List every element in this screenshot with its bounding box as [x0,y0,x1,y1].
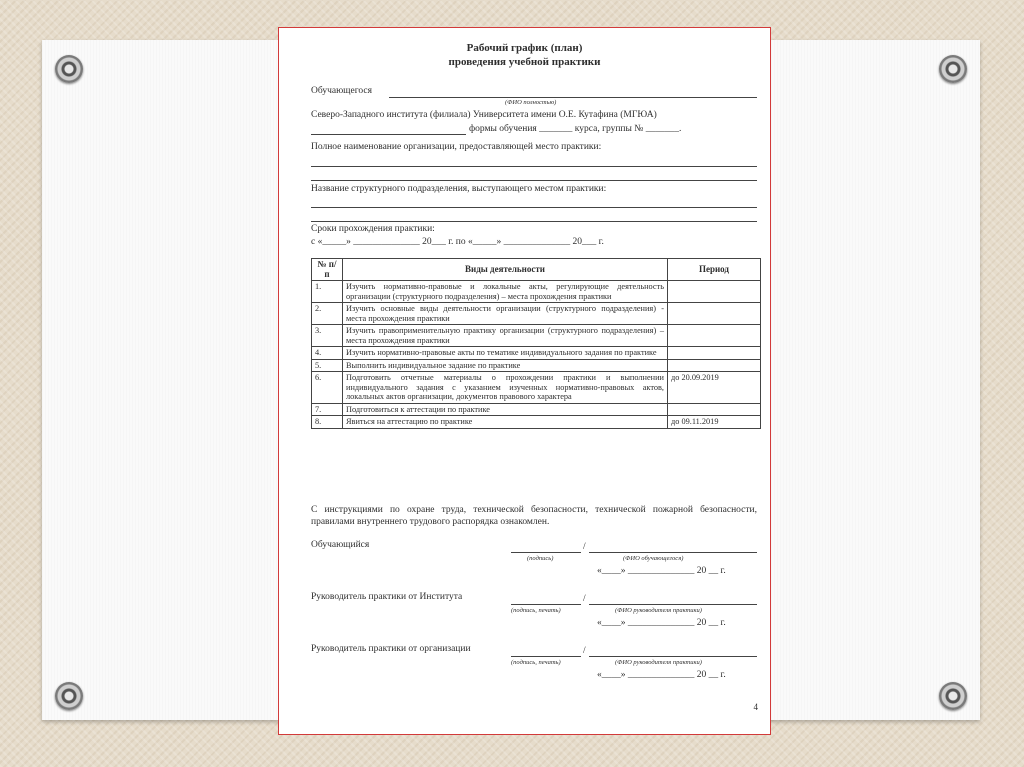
col-period-header: Период [668,259,761,281]
row-num: 5. [312,359,343,372]
fio-caption: (ФИО руководителя практики) [615,659,702,666]
date-line: «____» ______________ 20 __ г. [597,670,726,680]
unit-line-2 [311,221,757,222]
slash: / [583,594,586,604]
row-period [668,281,761,303]
form-line: формы обучения _______ курса, группы № _______. [469,124,682,134]
table-row [312,347,761,360]
fio-caption: (ФИО полностью) [505,99,557,106]
table-row [312,403,761,416]
rivet-icon [939,682,967,710]
sign-line [511,656,581,657]
row-num: 4. [312,347,343,360]
col-activity-header: Виды деятельности [343,259,668,281]
institute-line: Северо-Западного института (филиала) Университета имени О.Е. Кутафина (МГЮА) [311,110,657,120]
date-line: «____» ______________ 20 __ г. [597,566,726,576]
fio-sign-line [589,552,757,553]
dates-line: с «_____» ______________ 20___ г. по «_____» ______________ 20___ г. [311,237,604,247]
fio-caption: (ФИО руководителя практики) [615,607,702,614]
rivet-icon [939,55,967,83]
org-line-1 [311,166,757,167]
doc-subtitle: проведения учебной практики [448,56,601,68]
row-num: 7. [312,403,343,416]
form-blank [311,134,466,135]
table-row [312,359,761,372]
row-num: 8. [312,416,343,429]
fio-sign-line [589,656,757,657]
unit-line-1 [311,207,757,208]
activity-table [311,258,761,429]
row-period: до 20.09.2019 [668,372,761,404]
row-period [668,359,761,372]
row-period [668,403,761,416]
col-num-header: № п/п [312,259,343,281]
sign-caption: (подпись, печать) [511,607,561,614]
table-row [312,325,761,347]
row-activity: Изучить нормативно-правовые акты по тематике индивидуального задания по практике [343,347,668,360]
fio-caption: (ФИО обучающегося) [623,555,684,562]
row-activity: Изучить основные виды деятельности организации (структурного подразделения) - места прохождения практики [343,303,668,325]
slash: / [583,646,586,656]
row-period [668,303,761,325]
fio-line [389,97,757,98]
row-num: 2. [312,303,343,325]
unit-label: Название структурного подразделения, выступающего местом практики: [311,184,607,194]
row-activity: Изучить правоприменительную практику организации (структурного подразделения) – места прохождения практики [343,325,668,347]
rivet-icon [55,55,83,83]
row-period [668,347,761,360]
row-num: 1. [312,281,343,303]
sig-label-student: Обучающийся [311,540,370,550]
sign-caption: (подпись, печать) [511,659,561,666]
row-activity: Подготовиться к аттестации по практике [343,403,668,416]
row-num: 3. [312,325,343,347]
sign-caption: (подпись) [527,555,554,562]
doc-title: Рабочий график (план) [466,42,583,54]
table-row [312,372,761,404]
row-num: 6. [312,372,343,404]
date-line: «____» ______________ 20 __ г. [597,618,726,628]
table-header-row [312,259,761,281]
sign-line [511,604,581,605]
instructions-text: С инструкциями по охране труда, технической безопасности, технической пожарной безопасности, правилами внутреннего трудового распорядка ознакомлен. [311,505,757,527]
table-row [312,416,761,429]
document-page [278,27,771,735]
row-period [668,325,761,347]
org-line-2 [311,180,757,181]
rivet-icon [55,682,83,710]
page-number: 4 [753,702,758,712]
org-label: Полное наименование организации, предоставляющей место практики: [311,142,602,152]
dates-label: Сроки прохождения практики: [311,224,435,234]
table-row [312,303,761,325]
sig-label-institute: Руководитель практики от Института [311,592,463,602]
row-activity: Изучить нормативно-правовые и локальные акты, регулирующие деятельность организации (структурного подразделения) – места прохождения практики [343,281,668,303]
sig-label-organization: Руководитель практики от организации [311,644,471,654]
row-activity: Явиться на аттестацию по практике [343,416,668,429]
row-activity: Подготовить отчетные материалы о прохождении практики и выполнении индивидуального задания с указанием изученных нормативно-правовых актов, локальных актов организации, документов правового характера [343,372,668,404]
table-row [312,281,761,303]
slash: / [583,542,586,552]
sign-line [511,552,581,553]
row-activity: Выполнить индивидуальное задание по практике [343,359,668,372]
student-label: Обучающегося [311,86,372,96]
row-period: до 09.11.2019 [668,416,761,429]
fio-sign-line [589,604,757,605]
